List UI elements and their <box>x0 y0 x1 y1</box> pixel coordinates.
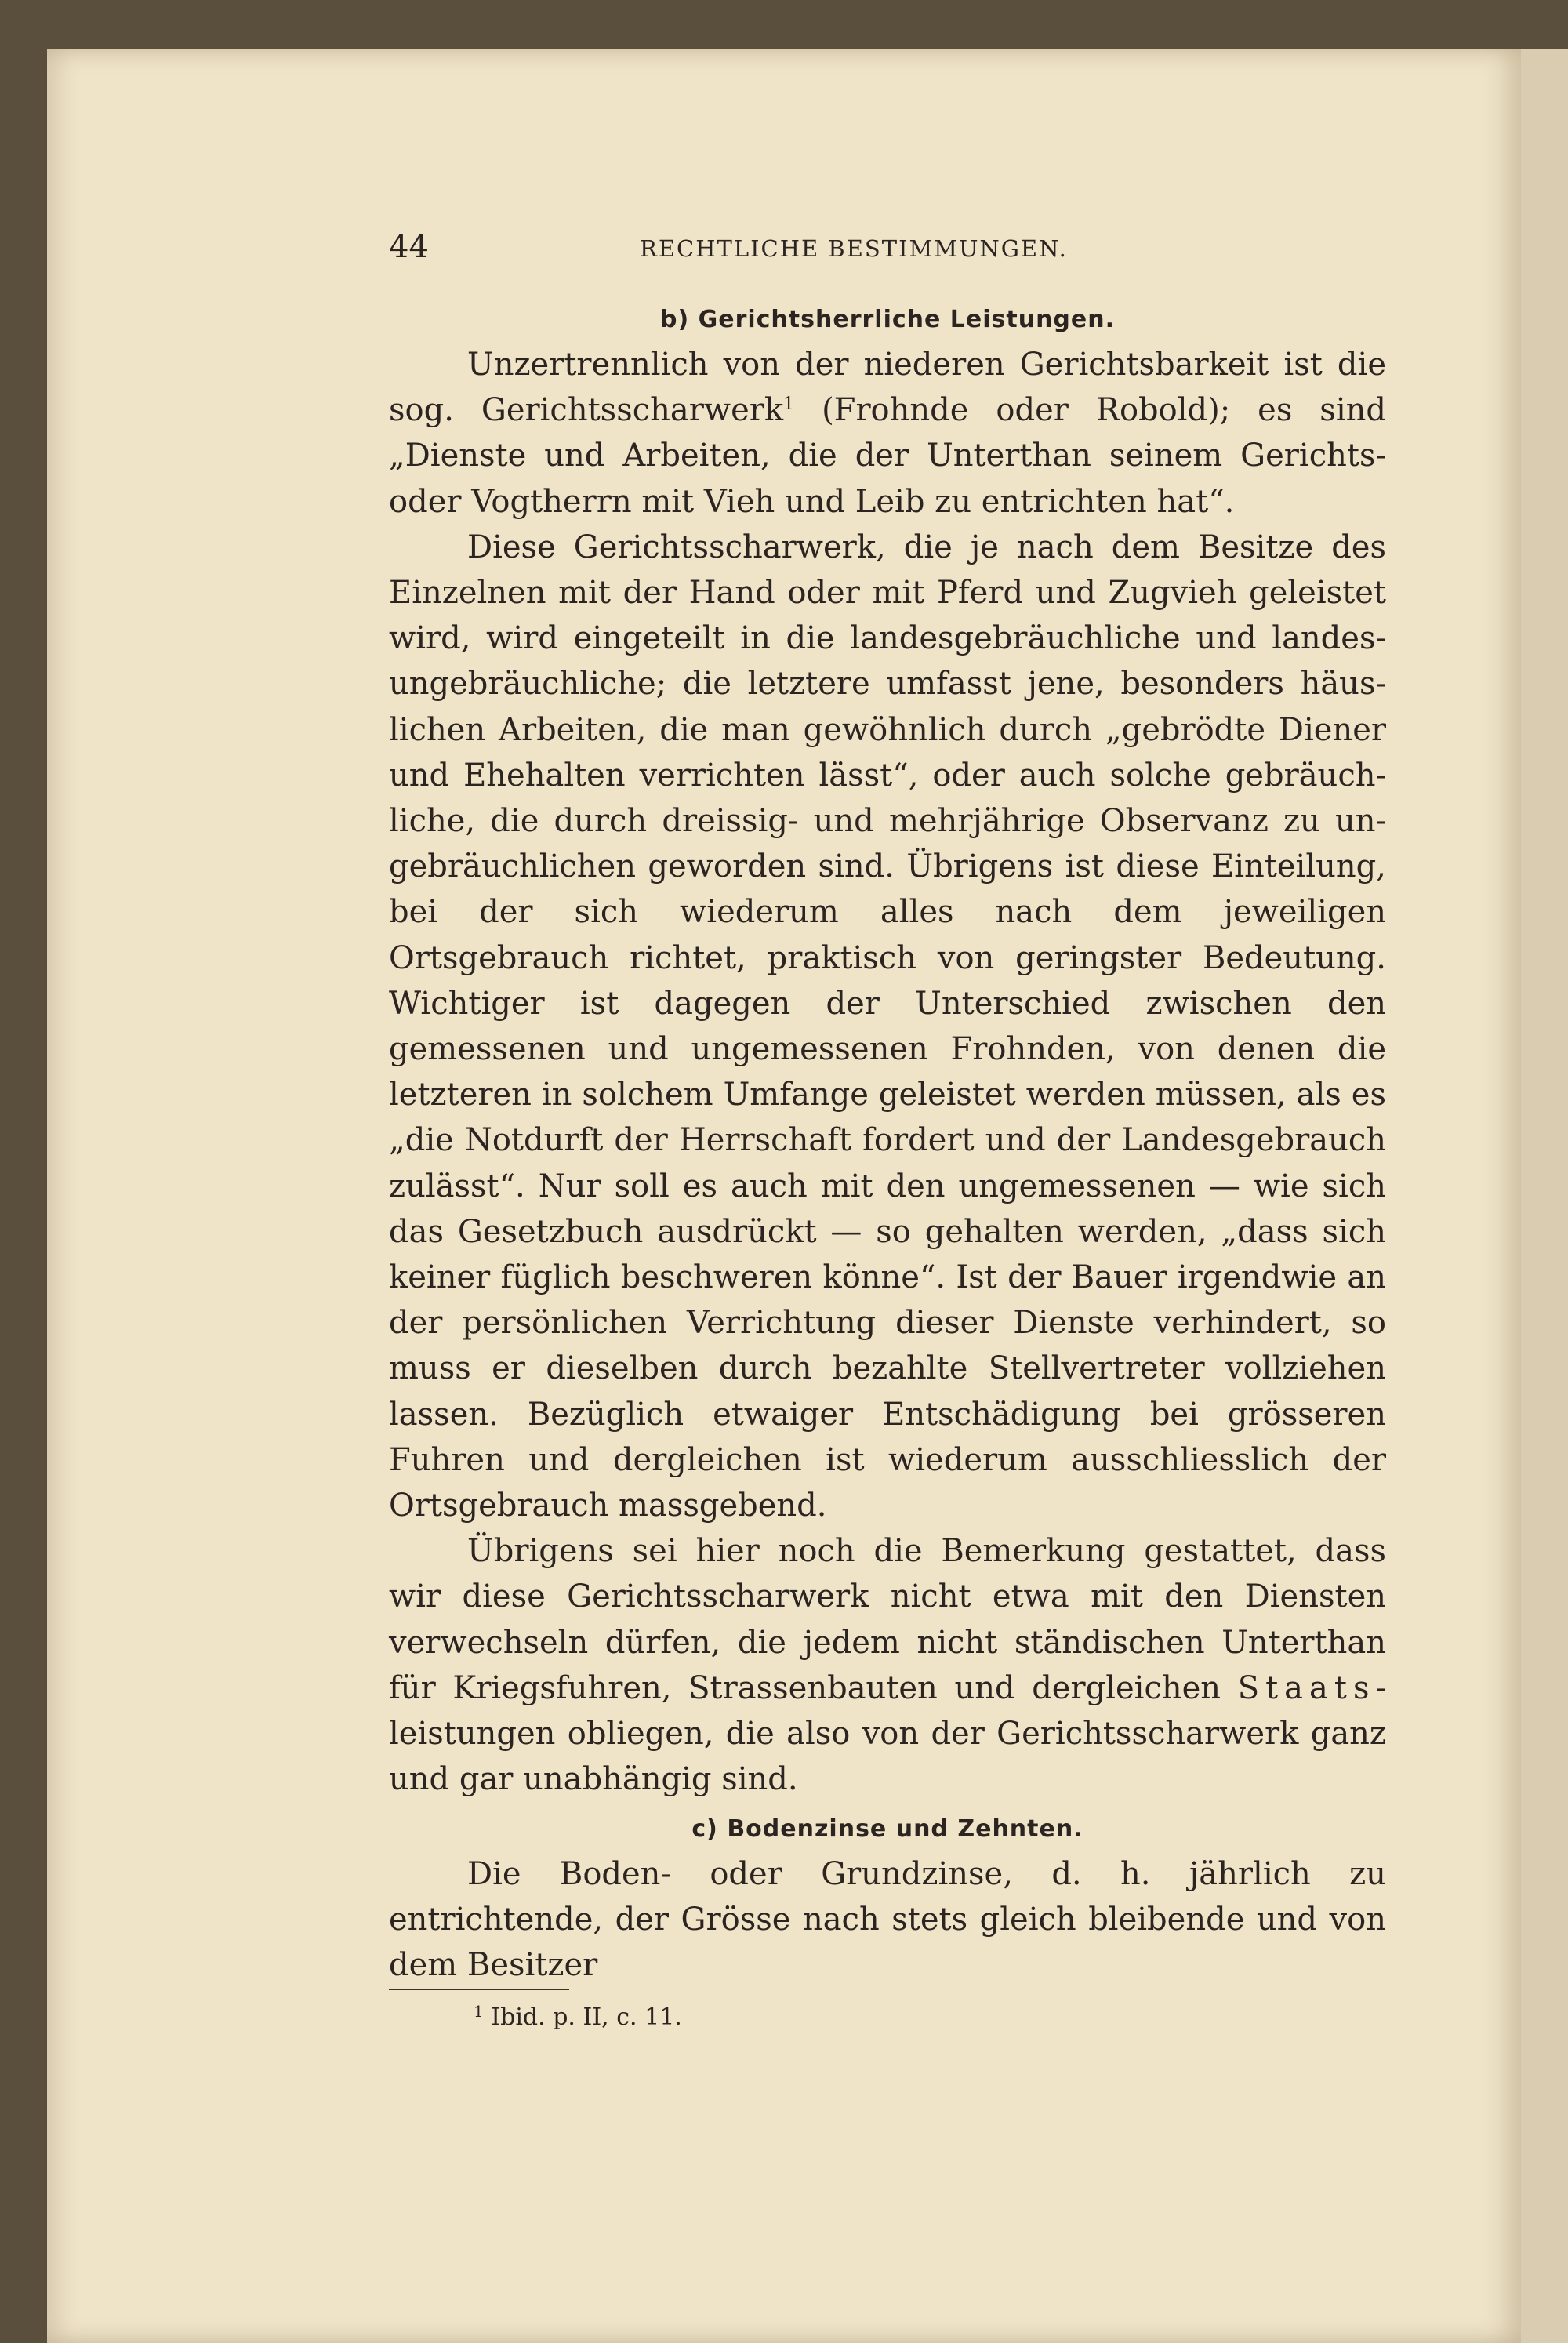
running-head: RECHTLICHE BESTIMMUNGEN. <box>640 235 1068 262</box>
next-page-edge <box>1521 49 1568 2343</box>
paragraph-text: Übrigens sei hier noch die Bemerkung gestattet, dass wir diese Gerichtsscharwerk nicht etwa mit den Diensten verwechseln dürfen, die jedem nicht ständischen Unterthan für Kriegsfuhren, Strassenbauten und dergleichen <box>389 1533 1386 1706</box>
page-number: 44 <box>389 229 429 265</box>
paragraph-text: (Frohnde oder Robold); es sind „Dienste und Arbeiten, die der Unterthan seinem Gerichts- oder Vogtherrn mit Vieh und Leib zu entrichten hat“. <box>389 392 1386 520</box>
footnote-rule <box>389 1989 569 1990</box>
section-b-heading: b) Gerichtsherrliche Leistungen. <box>659 306 1116 333</box>
footnote-text: Ibid. p. II, c. 11. <box>483 2003 682 2031</box>
page-header <box>389 227 1392 267</box>
section-c-heading: c) Bodenzinse und Zehnten. <box>691 1814 1083 1843</box>
paragraph: Die Boden- oder Grundzinse, d. h. jährlich zu entrichtende, der Grösse nach stets gleich bleibende und von dem Besitzer <box>389 1855 1386 1983</box>
footnote <box>474 1998 682 2037</box>
paragraph-text: leistungen obliegen, die also von der Gerichtsscharwerk ganz und gar unabhängig sind. <box>389 1716 1386 1798</box>
paragraph-text: Unzertrennlich von der niederen Gerichtsbarkeit ist die sog. Gerichtsscharwerk <box>389 347 1386 429</box>
footnote-ref: 1 <box>783 394 795 415</box>
paragraph <box>389 342 1386 525</box>
paragraph: Diese Gerichtsscharwerk, die je nach dem Besitze des Einzelnen mit der Hand oder mit Pferd und Zugvieh geleistet wird, wird eingeteilt in die landesgebräuchliche und landesungebräuchliche; die letztere umfasst jene, besonders häuslichen Arbeiten, die man gewöhnlich durch „gebrödte Diener und Ehehalten verrichten lässt“, oder auch solche gebräuchliche, die durch dreissig- und mehrjährige Observanz zu ungebräuchlichen geworden sind. Übrigens ist diese Einteilung, bei der sich wiederum alles nach dem jeweiligen Ortsgebrauch richtet, praktisch von geringster Bedeutung. Wichtiger ist dagegen der Unterschied zwischen den gemessenen und ungemessenen Frohnden, von denen die letzteren in solchem Umfange geleistet werden müssen, als es „die Notdurft der Herrschaft fordert und der Landesgebrauch zulässt“. Nur soll es auch mit den ungemessenen — wie sich das Gesetzbuch ausdrückt — so gehalten werden, „dass sich keiner füglich beschweren könne“. Ist der Bauer irgendwie an der persönlichen Verrichtung dieser Dienste verhindert, so muss er dieselben durch bezahlte Stellvertreter vollziehen lassen. Bezüglich etwaiger Entschädigung bei grösseren Fuhren und dergleichen ist wiederum ausschliesslich der Ortsgebrauch massgebend. <box>389 529 1386 1524</box>
main-text <box>389 298 1386 1988</box>
paragraph <box>389 1528 1386 1802</box>
emphasis-spaced: Staats <box>1237 1669 1386 1706</box>
footnote-marker: 1 <box>474 2002 484 2021</box>
